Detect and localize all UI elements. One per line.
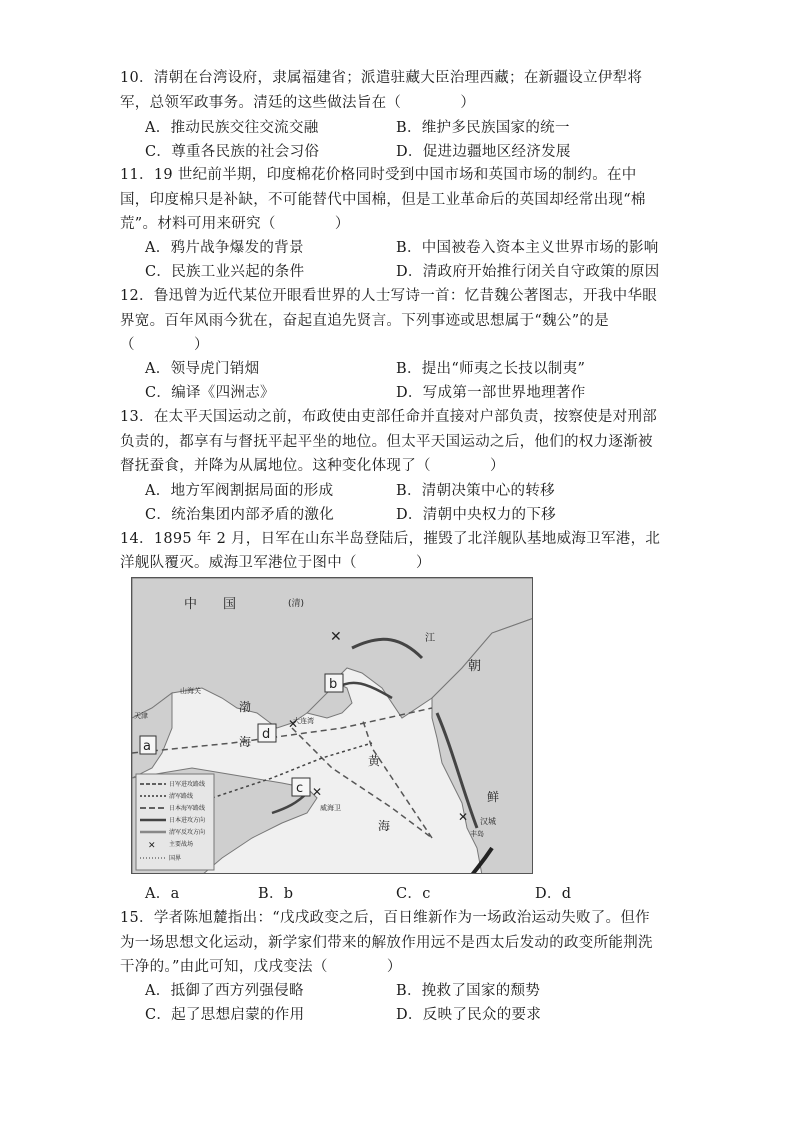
q11-line-2: 国，印度棉只是补缺，不可能替代中国棉，但是工业革命后的英国却经常出现“棉: [120, 192, 646, 208]
legend-item-2: 清军路线: [169, 793, 194, 800]
label-hancheng: 汉城: [480, 817, 496, 826]
q15-line-3: 干净的。”由此可知，戊戌变法（ ）: [120, 959, 402, 975]
point-a-label: a: [143, 739, 151, 754]
label-dalian: 大连湾: [293, 717, 314, 725]
label-qing: (清): [288, 599, 305, 609]
q11-option-d: D．清政府开始推行闭关自守政策的原因: [396, 264, 660, 280]
q14-line-2: 洋舰队覆灭。威海卫军港位于图中（ ）: [120, 555, 431, 571]
legend-item-1: 日军进攻路线: [169, 781, 206, 788]
point-c-label: c: [296, 781, 304, 796]
q10-option-b: B．维护多民族国家的统一: [396, 120, 570, 136]
q12-option-c: C．编译《四洲志》: [145, 385, 275, 401]
q11-option-c: C．民族工业兴起的条件: [145, 264, 305, 280]
label-fengdao: 丰岛: [470, 830, 484, 838]
q10-option-d: D．促进边疆地区经济发展: [396, 144, 571, 160]
q14-option-a: A．a: [145, 886, 180, 902]
q13-line-1: 13．在太平天国运动之前，布政使由吏部任命并直接对户部负责，按察使是对刑部: [120, 409, 658, 425]
q15-option-d: D．反映了民众的要求: [396, 1007, 542, 1023]
label-weihai: 威海卫: [320, 804, 341, 812]
battle-marker-1: ✕: [330, 629, 342, 645]
q12-option-d: D．写成第一部世界地理著作: [396, 385, 586, 401]
battle-marker-3: ✕: [312, 785, 323, 799]
label-hai1: 海: [239, 735, 252, 749]
label-tianjin: 天津: [134, 712, 148, 720]
q14-line-1: 14．1895 年 2 月，日军在山东半岛登陆后，摧毁了北洋舰队基地威海卫军港，北: [120, 531, 661, 547]
battle-map: [131, 577, 533, 874]
label-hai2: 海: [378, 819, 391, 833]
legend-item-4: 日本进攻方向: [169, 817, 206, 824]
q11-option-b: B．中国被卷入资本主义世界市场的影响: [396, 240, 659, 256]
q13-line-2: 负责的，都享有与督抚平起平坐的地位。但太平天国运动之后，他们的权力逐渐被: [120, 434, 653, 450]
legend-item-6: 主要战场: [169, 841, 194, 848]
q15-option-a: A．抵御了西方列强侵略: [145, 983, 304, 999]
legend-swatch-6: ✕: [148, 841, 156, 851]
label-huang: 黄: [368, 754, 381, 768]
q12-option-a: A．领导虎门销烟: [145, 361, 260, 377]
legend-item-7: 国界: [169, 855, 182, 862]
label-bohai: 渤: [239, 700, 252, 714]
q10-line-1: 10．清朝在台湾设府，隶属福建省；派遣驻藏大臣治理西藏；在新疆设立伊犁将: [120, 70, 643, 86]
label-shanhaiguan: 山海关: [180, 687, 201, 695]
q13-option-b: B．清朝决策中心的转移: [396, 483, 555, 499]
q10-line-2: 军，总领军政事务。清廷的这些做法旨在（ ）: [120, 95, 476, 111]
label-jiang: 江: [425, 633, 435, 644]
q15-line-1: 15．学者陈旭麓指出：“戊戌政变之后，百日维新作为一场政治运动失败了。但作: [120, 910, 650, 926]
route-dashed-2: [292, 728, 432, 838]
legend-item-3: 日本海军路线: [169, 805, 206, 812]
battle-marker-4: ✕: [458, 810, 469, 824]
q15-option-b: B．挽救了国家的颓势: [396, 983, 541, 999]
q13-line-3: 督抚蚕食，并降为从属地位。这种变化体现了（ ）: [120, 458, 505, 474]
q11-line-1: 11．19 世纪前半期，印度棉花价格同时受到中国市场和英国市场的制约。在中: [120, 167, 637, 183]
q14-option-d: D．d: [535, 886, 572, 902]
q14-option-b: B．b: [258, 886, 294, 902]
q13-option-c: C．统治集团内部矛盾的激化: [145, 507, 334, 523]
route-dashed-3: [362, 718, 432, 838]
label-china: 中 国: [184, 597, 237, 612]
label-korea: 朝: [468, 659, 482, 674]
q15-option-c: C．起了思想启蒙的作用: [145, 1007, 305, 1023]
q11-line-3: 荒”。材料可用来研究（ ）: [120, 216, 350, 232]
q12-line-1: 12．鲁迅曾为近代某位开眼看世界的人士写诗一首：忆昔魏公著图志，开我中华眼: [120, 288, 658, 304]
legend-item-5: 清军反攻方向: [169, 829, 206, 836]
q14-option-c: C．c: [396, 886, 431, 902]
q12-line-2: 界宽。百年风雨今犹在，奋起直追先贤言。下列事迹或思想属于“魏公”的是: [120, 313, 610, 329]
q12-line-3: （ ）: [120, 337, 209, 353]
q11-option-a: A．鸦片战争爆发的背景: [145, 240, 304, 256]
battle-map-svg: [132, 578, 533, 874]
q12-option-b: B．提出“师夷之长技以制夷”: [396, 361, 586, 377]
label-xian: 鲜: [487, 790, 500, 804]
q15-line-2: 为一场思想文化运动，新学家们带来的解放作用远不是西太后发动的政变所能荆洗: [120, 935, 653, 951]
q13-option-d: D．清朝中央权力的下移: [396, 507, 556, 523]
battle-marker-2: ✕: [288, 717, 299, 731]
point-d-label: d: [262, 727, 271, 742]
q13-option-a: A．地方军阀割据局面的形成: [145, 483, 334, 499]
q10-option-a: A．推动民族交往交流交融: [145, 120, 319, 136]
point-b-label: b: [329, 677, 338, 692]
q10-option-c: C．尊重各民族的社会习俗: [145, 144, 320, 160]
